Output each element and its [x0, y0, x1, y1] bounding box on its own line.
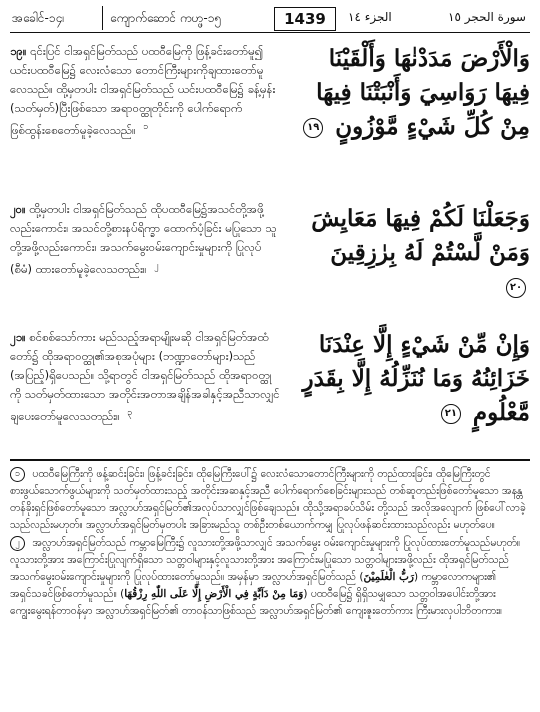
footnotes: [10, 466, 530, 621]
arabic-text: وَإِنْ مِّنْ شَيْءٍ إِلَّا عِنْدَنَا خَزَائِنُهُ وَمَا نُنَزِّلُهُ إِلَّا بِقَدَرٍ مَّعْلُومٍ: [302, 331, 530, 426]
footnote-text: ပထဝီမြေကြီးကို ဖန့်ဆင်းခြင်း၊ ဖြန့်ခင်းခြင်း၊ ထိုမြေကြီးပေါ်၌ လေးလံသောတောင်ကြီးများကို တည်ထားခြင်း၊ ထိုမြေကြီးတွင် စားဖွယ်သောက်ဖွယ်များကို သတ်မှတ်ထားသည့် အတိုင်းအဆနှင့်အညီ ပေါက်ရောက်စေခြင်းများသည် တစ်ဆူတည်းဖြစ်တော်မူသော အနန္တတန်ခိုးရှင်ဖြစ်တော်မူသော အလ္လာဟ်အရှင်မြတ်၏အလုပ်သာလျှင်ဖြစ်ချေသည်။ ထိုသို့အရာခပ်သိမ်း တို့သည် အလိုအလျောက် ဖြစ်ပေါ်လာခဲ့သည်လည်းမဟုတ်။ အလ္လာဟ်အရှင်မြတ်မှတပါး အခြားမည်သူ တစ်ဦးတစ်ယောက်ကမျှ ပြုလုပ်ဖန်ဆင်းထားသည်လည်း မဟုတ်ပေ။: [10, 468, 526, 531]
verse-translation: [10, 42, 280, 140]
verse-row: [10, 42, 530, 184]
footnote-text: ပထဝီမြေ၌ ရှိရှိသမျှသော သတ္တဝါအပေါင်းတို့အား ကျွေးမွေးရန်တာဝန်မှာ အလ္လာဟ်အရှင်မြတ်၏ တာဝန်သာဖြစ်သည် အလ္လာဟ်အရှင်မြတ်၏ ကျေးဇူးတော်ကား ကြီးမားလှပါဘိတကား။: [10, 588, 502, 617]
header-section-label: အခေါင်-၁၄၊: [12, 11, 65, 25]
verse-translation: [10, 200, 280, 279]
footnote-text: အလ္လာဟ်အရှင်မြတ်သည် ကမ္ဘာမြေကြီး၌ လူသားတို့အဖို့သာလျှင် အသက်မွေး ဝမ်းကျောင်းမှုများကို ပြုလုပ်ထားတော်မူသည်မဟုတ်။ လူသားတို့အား အကြောင်းပြုလျက်ရှိသော သတ္တဝါများနှင့်လူသားတို့အား အကြောင်းမပြုသော သတ္တဝါများအဖို့လည်း ထိုအရှင်မြတ်သည် အသက်မွေးဝမ်းကျောင်းမှုများကို ပြုလုပ်ထားတော်မူသည်။ အမှန်မှာ အလ္လာဟ်အရှင်မြတ်သည်: [10, 537, 521, 583]
arabic-text: وَجَعَلْنَا لَكُمْ فِيهَا مَعَايِشَ وَمَنْ لَّسْتُمْ لَهُ بِرٰزِقِينَ: [311, 205, 530, 266]
page-header: [10, 6, 530, 33]
inline-arabic: وَمَا مِنْ دَآبَّةٍ فِي الْأَرْضِ إِلَّا عَلَى اللّٰهِ رِزْقُهَا: [124, 588, 304, 600]
footnote-text: ကမ္ဘာလောကများ၏ အရှင်သခင်ဖြစ်တော်မူသည်။: [10, 571, 497, 600]
footnote-marker: ၁: [143, 122, 149, 132]
footnote: [10, 466, 530, 534]
footnote: ၂ အလ္လာဟ်အရှင်မြတ်သည် ကမ္ဘာမြေကြီး၌ လူသားတို့အဖို့သာလျှင် အသက်မွေး ဝမ်းကျောင်းမှုများကို ပြုလုပ်ထားတော်မူသည်မဟုတ်။ လူသားတို့အား အကြောင်းပြုလျက်ရှိသော သတ္တဝါများနှင့်လူသားတို့အား အကြောင်းမပြုသော သတ္တဝါများအဖို့လည်း ထိုအရှင်မြတ်သည် အသက်မွေးဝမ်းကျောင်းမှုများကို ပြုလုပ်ထားတော်မူသည်။ အမှန်မှာ အလ္လာဟ်အရှင်မြတ်သည် (رَبُّ الْعٰلَمِيْنَ) ကမ္ဘာလောကများ၏ အရှင်သခင်ဖြစ်တော်မူသည်။ (وَمَا مِنْ دَآبَّةٍ فِي الْأَرْضِ إِلَّا عَلَى اللّٰهِ رِزْقُهَا) ပထဝီမြေ၌ ရှိရှိသမျှသော သတ္တဝါအပေါင်းတို့အား ကျွေးမွေးရန်တာဝန်မှာ အလ္လာဟ်အရှင်မြတ်၏ တာဝန်သာဖြစ်သည် အလ္လာဟ်အရှင်မြတ်၏ ကျေးဇူးတော်ကား ကြီးမားလှပါဘိတကား။: [10, 537, 521, 617]
header-chapter-label: ကျောက်ဆောင် ကဟ္ဖ-၁၅: [110, 11, 222, 25]
verse-translation: [10, 328, 280, 426]
verse-row: [10, 200, 530, 310]
verse-text: ထို့မှတပါး ငါအရှင်မြတ်သည် ထိုပထဝီမြေ၌အသင်တို့အဖို့လည်းကောင်း၊ အသင်တို့စားနပ်ရိက္ခာ ထောက်ပံ့ခြင်း မပြုသော သူတို့အဖို့လည်းကောင်း၊ အသက်မွေးဝမ်းကျောင်းမှုများကို ပြုလုပ် (စီမံ) ထားတော်မူခဲ့လေသတည်း။: [10, 202, 277, 276]
inline-arabic: رَبُّ الْعٰلَمِيْنَ: [363, 571, 414, 583]
footnote-number: ၂: [10, 536, 25, 551]
arabic-text: وَالْأَرْضَ مَدَدْنٰهَا وَأَلْقَيْنَا فِيهَا رَوَاسِيَ وَأَنْبَتْنَا فِيهَا مِنْ كُلِّ شَيْءٍ مَّوْزُونٍ: [316, 45, 530, 140]
footnote-number: ၁: [10, 467, 25, 482]
verse-number: ၁၉။: [10, 44, 27, 58]
arabic-verse: [300, 202, 530, 304]
verse-row: [10, 328, 530, 458]
footnote-marker: ၂: [154, 261, 159, 271]
ayah-number-marker: ١٩: [303, 118, 323, 138]
verse-number: ၂၁။: [10, 330, 26, 344]
arabic-verse: [300, 42, 530, 144]
header-divider: [102, 6, 103, 30]
header-juz: الجزء ١٤: [348, 10, 392, 24]
verse-number: ၂၀။: [10, 202, 26, 216]
page-number: 1439: [274, 7, 336, 31]
footnote-divider: [10, 459, 530, 461]
footnote-marker: ၃: [127, 408, 133, 418]
ayah-number-marker: ٢٠: [506, 278, 526, 298]
ayah-number-marker: ٢١: [441, 404, 461, 424]
verse-text: စင်စစ်သော်ကား မည်သည့်အရာမျိုးမဆို ငါအရှင်မြတ်အထံတော်၌ ထိုအရာဝတ္ထု၏အစုအပုံများ (ဘဏ္ဍာတော်များ)သည် (အပြည့်)ရှိပေသည်။ သို့ရာတွင် ငါအရှင်မြတ်သည် ထိုအရာဝတ္ထုကို သတ်မှတ်ထားသော အတိုင်းအတာအချိန်အခါနှင့်အညီသာလျှင် ချပေးတော်မူလေသတည်း။: [10, 330, 280, 423]
arabic-verse: [300, 328, 530, 430]
verse-text: ၎င်းပြင် ငါအရှင်မြတ်သည် ပထဝီမြေကို ဖြန့်ခင်းတော်မူ၍ ယင်းပထဝီမြေ၌ လေးလံသော တောင်ကြီးများကိုချထားတော်မူလေသည်။ ထို့မှတပါး ငါအရှင်မြတ်သည် ယင်းပထဝီမြေ၌ ခန့်မှန်း (သတ်မှတ်)ပြီးဖြစ်သော အရာဝတ္ထုတိုင်းကို ပေါက်ရောက် ဖြစ်ထွန်းစေတော်မူခဲ့လေသည်။: [10, 44, 276, 137]
header-surah: سورة الحجر ١٥: [448, 10, 526, 24]
